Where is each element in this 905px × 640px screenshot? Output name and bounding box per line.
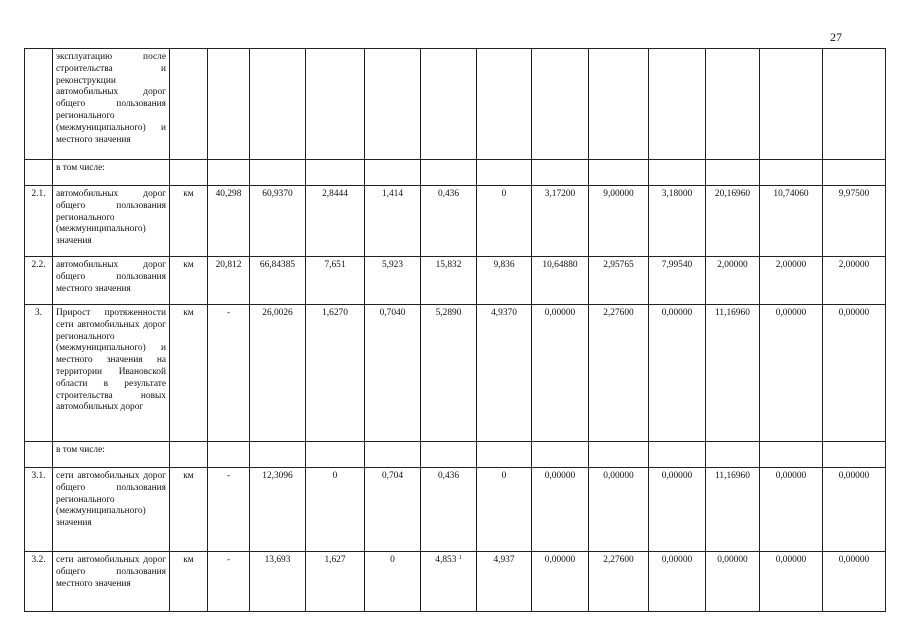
row-number: 2.2. [25,257,53,305]
value-cell [649,49,706,160]
value-cell [589,160,649,186]
table-row [25,186,886,257]
value-cell: 26,0026 [250,305,306,442]
value-cell: - [208,305,250,442]
value-cell [365,49,421,160]
value-cell: 11,16960 [706,468,760,552]
unit-cell: км [170,186,208,257]
value-cell: - [208,552,250,612]
table-row [25,468,886,552]
value-cell [760,442,823,468]
value-cell [823,160,886,186]
value-cell: 1,414 [365,186,421,257]
value-cell: 66,84385 [250,257,306,305]
row-label: в том числе: [53,160,170,186]
value-cell [365,160,421,186]
value-cell: 0,00000 [532,305,589,442]
value-cell: 20,16960 [706,186,760,257]
value-cell: 9,836 [477,257,532,305]
value-cell: 3,17200 [532,186,589,257]
value-cell: 0,00000 [649,552,706,612]
table-row [25,160,886,186]
value-cell [421,552,477,612]
page-number: 27 [830,30,842,44]
value-cell: 10,64880 [532,257,589,305]
value-cell: 0,00000 [532,468,589,552]
table-row [25,442,886,468]
value-cell: 0,00000 [760,305,823,442]
row-label: в том числе: [53,442,170,468]
value-cell: 15,832 [421,257,477,305]
value-cell [421,442,477,468]
value-cell: 0 [365,552,421,612]
value-cell: 20,812 [208,257,250,305]
value-cell: 2,00000 [760,257,823,305]
row-number: 3.1. [25,468,53,552]
value-text: 4,853 [435,555,457,565]
row-number: 3.2. [25,552,53,612]
row-label: автомобильных дорог общего пользования регионального (межмуниципального) значения [53,186,170,257]
value-cell: 4,937 [477,552,532,612]
unit-cell [170,49,208,160]
value-cell: 0,00000 [649,468,706,552]
value-cell: 1,627 [306,552,365,612]
value-cell [649,160,706,186]
row-label: эксплуатацию после строительства и реконструкции автомобильных дорог общего пользования регионального (межмуниципального) и местного значения [53,49,170,160]
value-cell [306,160,365,186]
row-label: Прирост протяженности сети автомобильных дорог регионального (межмуниципального) и местного значения на территории Ивановской области в результате строительства новых автомобильных дорог [53,305,170,442]
value-cell: 2,95765 [589,257,649,305]
value-cell: 60,9370 [250,186,306,257]
row-label: автомобильных дорог общего пользования местного значения [53,257,170,305]
value-cell [706,442,760,468]
value-cell [250,442,306,468]
value-cell: 0 [306,468,365,552]
value-cell [477,49,532,160]
unit-cell: км [170,468,208,552]
value-cell: 0,00000 [823,552,886,612]
value-cell: 0,00000 [589,468,649,552]
value-cell: 0 [477,468,532,552]
footnote-marker: 1 [458,555,462,561]
value-cell: 0,436 [421,186,477,257]
value-cell [589,49,649,160]
value-cell: 2,27600 [589,552,649,612]
value-cell: 0,00000 [532,552,589,612]
value-cell: - [208,468,250,552]
value-cell [421,49,477,160]
value-cell [250,160,306,186]
value-cell: 5,2890 [421,305,477,442]
value-cell: 3,18000 [649,186,706,257]
table-row [25,257,886,305]
unit-cell [170,160,208,186]
value-cell: 0,7040 [365,305,421,442]
unit-cell: км [170,552,208,612]
value-cell: 13,693 [250,552,306,612]
value-cell: 0,704 [365,468,421,552]
value-cell: 1,6270 [306,305,365,442]
value-cell: 4,9370 [477,305,532,442]
value-cell: 0,00000 [760,552,823,612]
row-number [25,160,53,186]
unit-cell: км [170,305,208,442]
value-cell [532,442,589,468]
value-cell [477,160,532,186]
value-cell [760,160,823,186]
value-cell: 0,436 [421,468,477,552]
value-cell [706,49,760,160]
value-cell [421,160,477,186]
value-cell: 0 [477,186,532,257]
table-row [25,305,886,442]
value-cell [208,160,250,186]
unit-cell: км [170,257,208,305]
value-cell: 2,00000 [823,257,886,305]
value-cell: 0,00000 [706,552,760,612]
value-cell [649,442,706,468]
row-number: 3. [25,305,53,442]
indicator-table [24,48,886,612]
row-number: 2.1. [25,186,53,257]
value-cell [365,442,421,468]
value-cell: 7,99540 [649,257,706,305]
value-cell [208,49,250,160]
value-cell: 0,00000 [823,468,886,552]
value-cell: 2,27600 [589,305,649,442]
value-cell: 2,00000 [706,257,760,305]
value-cell: 0,00000 [649,305,706,442]
value-cell [823,49,886,160]
value-cell [306,442,365,468]
value-cell [532,160,589,186]
value-cell: 9,00000 [589,186,649,257]
value-cell [477,442,532,468]
value-cell [306,49,365,160]
row-number [25,442,53,468]
value-cell: 10,74060 [760,186,823,257]
value-cell [760,49,823,160]
value-cell: 2,8444 [306,186,365,257]
value-cell [706,160,760,186]
value-cell [208,442,250,468]
value-cell [250,49,306,160]
value-cell: 12,3096 [250,468,306,552]
unit-cell [170,442,208,468]
value-cell [532,49,589,160]
value-cell: 9,97500 [823,186,886,257]
value-cell [589,442,649,468]
value-cell: 0,00000 [760,468,823,552]
row-label: сети автомобильных дорог общего пользования регионального (межмуниципального) значения [53,468,170,552]
row-label: сети автомобильных дорог общего пользования местного значения [53,552,170,612]
value-cell: 11,16960 [706,305,760,442]
value-cell: 5,923 [365,257,421,305]
value-cell: 40,298 [208,186,250,257]
value-cell: 7,651 [306,257,365,305]
row-number [25,49,53,160]
table-row [25,49,886,160]
table-row [25,552,886,612]
value-cell [823,442,886,468]
value-cell: 0,00000 [823,305,886,442]
